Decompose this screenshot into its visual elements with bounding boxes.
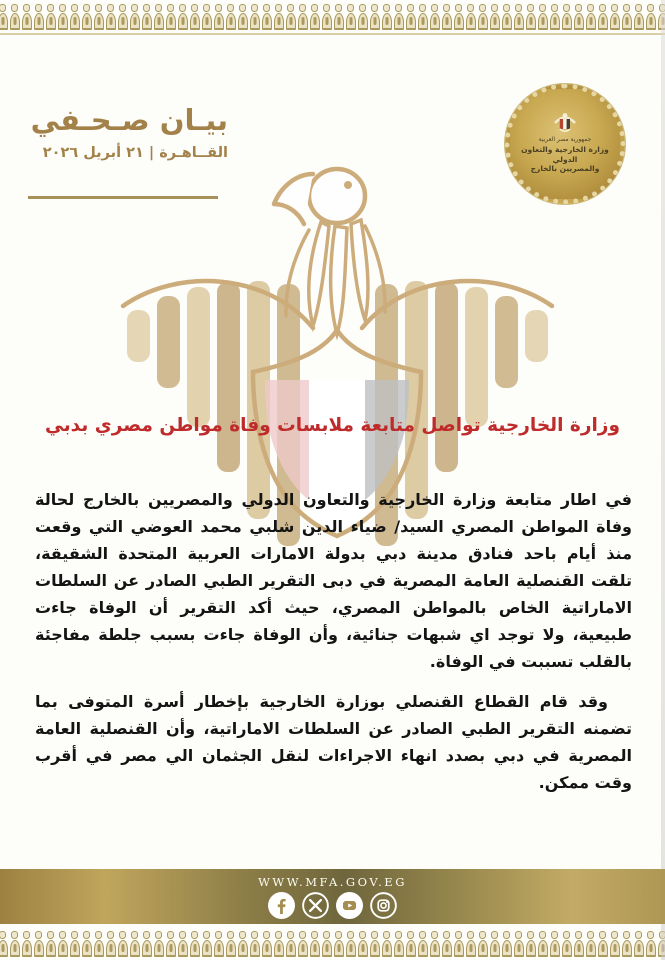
- footer-bar: [0, 869, 665, 924]
- website-url[interactable]: WWW.MFA.GOV.EG: [258, 874, 407, 889]
- x-icon[interactable]: [302, 892, 329, 919]
- seal-ministry-line1: وزارة الخارجية والتعاون الدولي: [521, 145, 609, 164]
- facebook-icon[interactable]: [268, 892, 295, 919]
- decorative-border-bottom: [0, 929, 665, 960]
- seal-country-text: جمهورية مصر العربية: [538, 135, 592, 143]
- statement-body: [35, 486, 632, 809]
- masthead: [28, 104, 228, 161]
- decorative-border-top: [0, 2, 665, 35]
- headline: وزارة الخارجية تواصل متابعة ملابسات وفاة مواطن مصري بدبي: [45, 415, 620, 436]
- dateline: القــاهـرة | ٢١ أبريل ٢٠٢٦: [42, 145, 228, 162]
- youtube-icon[interactable]: [336, 892, 363, 919]
- social-icons-row: [268, 892, 397, 919]
- seal-ministry-line2: والمصريين بالخارج: [530, 163, 600, 173]
- instagram-icon[interactable]: [370, 892, 397, 919]
- page-title: بيـان صـحـفي: [30, 103, 228, 137]
- body-paragraph-2: وقد قام القطاع القنصلي بوزارة الخارجية بإخطار أسرة المتوفى بما تضمنه التقرير الطبي الصادر عن السلطات الاماراتية، وأن القنصلية العامة المصرية في دبي بصدد انهاء الاجراءات لنقل الجثمان الي مصر في أقرب وقت ممكن.: [35, 692, 632, 793]
- body-paragraph-1: في اطار متابعة وزارة الخارجية والتعاون الدولي والمصريين بالخارج لحالة وفاة المواطن المصري السيد/ ضياء الدين شلبي محمد العوضي التي وقعت منذ أيام باحد فنادق مدينة دبي بدولة الامارات العربية المتحدة الشقيقة، تلقت القنصلية العامة المصرية في دبى التقرير الطبي الصادر عن السلطات الاماراتية الخاص بالمواطن المصري، حيث أكد التقرير أن الوفاة جاءت طبيعية، ولا توجد اي شبهات جنائية، وأن الوفاة جاءت بسبب جلطة مفاجئة بالقلب تسببت في الوفاة.: [35, 490, 632, 672]
- seal-eagle-icon: [554, 111, 576, 135]
